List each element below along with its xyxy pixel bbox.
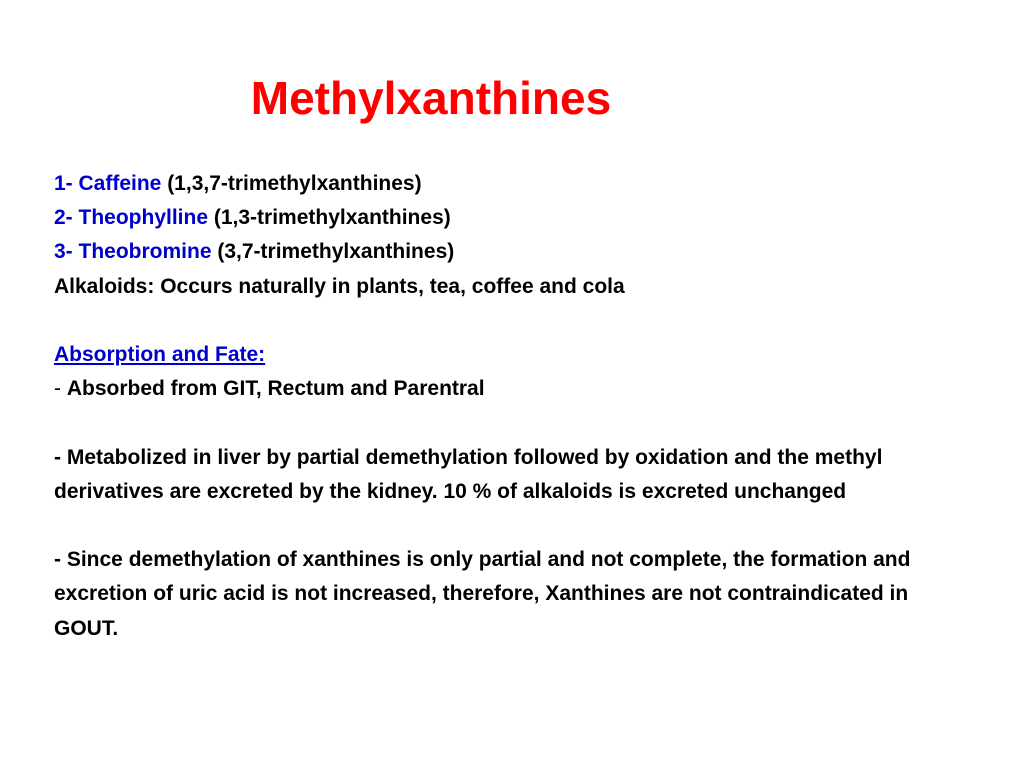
bullet-dash: - (54, 377, 67, 401)
drug-name: 2- Theophylline (54, 206, 209, 230)
spacer (54, 509, 954, 543)
metabolized-paragraph: - Metabolized in liver by partial demethylation followed by oxidation and the methyl derivatives are excreted by the kidney. 10 % of alkaloids is excreted unchanged (54, 445, 883, 503)
spacer (54, 304, 954, 338)
drug-item-caffeine (54, 167, 954, 201)
drug-item-theophylline (54, 201, 954, 235)
absorption-heading: Absorption and Fate: (54, 343, 266, 366)
drug-item-theobromine (54, 235, 954, 269)
drug-formula: (1,3,7-trimethylxanthines) (161, 172, 422, 195)
alkaloids-line: Alkaloids: Occurs naturally in plants, tea, coffee and cola (54, 274, 625, 298)
drug-name: 1- Caffeine (54, 172, 162, 195)
spacer (54, 406, 954, 440)
drug-name: 3- Theobromine (54, 240, 212, 264)
demethylation-paragraph: - Since demethylation of xanthines is only partial and not complete, the formation and excretion of uric acid is not increased, therefore, Xanthines are not contraindicated in GOUT. (54, 548, 911, 640)
slide-title: Methylxanthines (250, 72, 612, 124)
drug-formula: (1,3-trimethylxanthines) (208, 206, 451, 230)
absorbed-text: Absorbed from GIT, Rectum and Parentral (66, 377, 485, 401)
absorbed-line (54, 372, 954, 406)
slide-content (54, 167, 954, 646)
drug-formula: (3,7-trimethylxanthines) (211, 240, 455, 264)
